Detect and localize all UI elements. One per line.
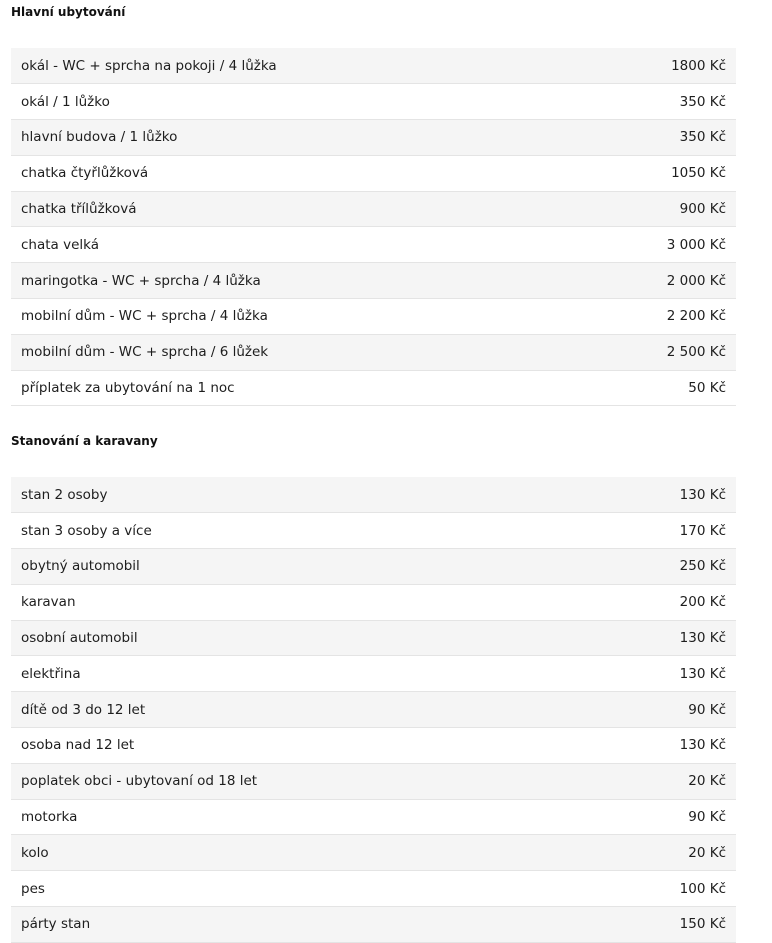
item-price: 200 Kč (679, 594, 726, 611)
item-name: osobní automobil (21, 630, 138, 647)
table-row (11, 477, 736, 513)
table-row (11, 763, 736, 799)
item-price: 1050 Kč (671, 165, 726, 182)
item-price: 350 Kč (679, 129, 726, 146)
item-name: dítě od 3 do 12 let (21, 701, 146, 718)
price-table-accommodation (11, 48, 736, 406)
item-price: 20 Kč (688, 773, 726, 790)
item-price: 130 Kč (679, 630, 726, 647)
item-name: stan 3 osoby a více (21, 522, 152, 539)
item-price: 900 Kč (679, 201, 726, 218)
table-row (11, 513, 736, 549)
item-price: 350 Kč (679, 93, 726, 110)
item-price: 250 Kč (679, 558, 726, 575)
item-name: příplatek za ubytování na 1 noc (21, 380, 235, 397)
item-price: 50 Kč (688, 380, 726, 397)
price-table-camping (11, 477, 736, 943)
item-price: 130 Kč (679, 665, 726, 682)
item-price: 90 Kč (688, 809, 726, 826)
item-name: párty stan (21, 916, 91, 933)
table-row (11, 907, 736, 943)
table-row (11, 191, 736, 227)
item-price: 90 Kč (688, 701, 726, 718)
item-price: 1800 Kč (671, 57, 726, 74)
table-row (11, 728, 736, 764)
table-row (11, 334, 736, 370)
item-name: osoba nad 12 let (21, 737, 135, 754)
item-name: chatka třílůžková (21, 201, 137, 218)
table-row (11, 692, 736, 728)
item-price: 130 Kč (679, 486, 726, 503)
item-price: 2 500 Kč (666, 344, 726, 361)
item-name: chatka čtyřlůžková (21, 165, 149, 182)
item-name: poplatek obci - ubytovaní od 18 let (21, 773, 258, 790)
item-name: maringotka - WC + sprcha / 4 lůžka (21, 272, 261, 289)
item-name: chata velká (21, 236, 100, 253)
table-row (11, 871, 736, 907)
table-row (11, 799, 736, 835)
table-row (11, 656, 736, 692)
item-name: okál - WC + sprcha na pokoji / 4 lůžka (21, 57, 277, 74)
table-row (11, 263, 736, 299)
item-name: pes (21, 880, 45, 897)
table-row (11, 84, 736, 120)
item-price: 2 200 Kč (666, 308, 726, 325)
item-name: stan 2 osoby (21, 486, 108, 503)
item-name: okál / 1 lůžko (21, 93, 110, 110)
item-name: obytný automobil (21, 558, 140, 575)
item-name: kolo (21, 844, 49, 861)
item-price: 170 Kč (679, 522, 726, 539)
item-name: mobilní dům - WC + sprcha / 6 lůžek (21, 344, 269, 361)
section-title-camping: Stanování a karavany (11, 434, 158, 448)
section-title-accommodation: Hlavní ubytování (11, 5, 126, 19)
item-price: 100 Kč (679, 880, 726, 897)
table-row (11, 120, 736, 156)
item-price: 150 Kč (679, 916, 726, 933)
item-price: 20 Kč (688, 844, 726, 861)
table-row (11, 620, 736, 656)
item-name: motorka (21, 809, 78, 826)
item-name: mobilní dům - WC + sprcha / 4 lůžka (21, 308, 268, 325)
table-row (11, 155, 736, 191)
table-row (11, 584, 736, 620)
item-price: 3 000 Kč (666, 236, 726, 253)
table-row (11, 299, 736, 335)
table-row (11, 48, 736, 84)
item-price: 130 Kč (679, 737, 726, 754)
table-row (11, 370, 736, 406)
item-name: karavan (21, 594, 76, 611)
table-row (11, 549, 736, 585)
table-row (11, 227, 736, 263)
item-name: hlavní budova / 1 lůžko (21, 129, 178, 146)
table-row (11, 835, 736, 871)
item-name: elektřina (21, 665, 81, 682)
item-price: 2 000 Kč (666, 272, 726, 289)
